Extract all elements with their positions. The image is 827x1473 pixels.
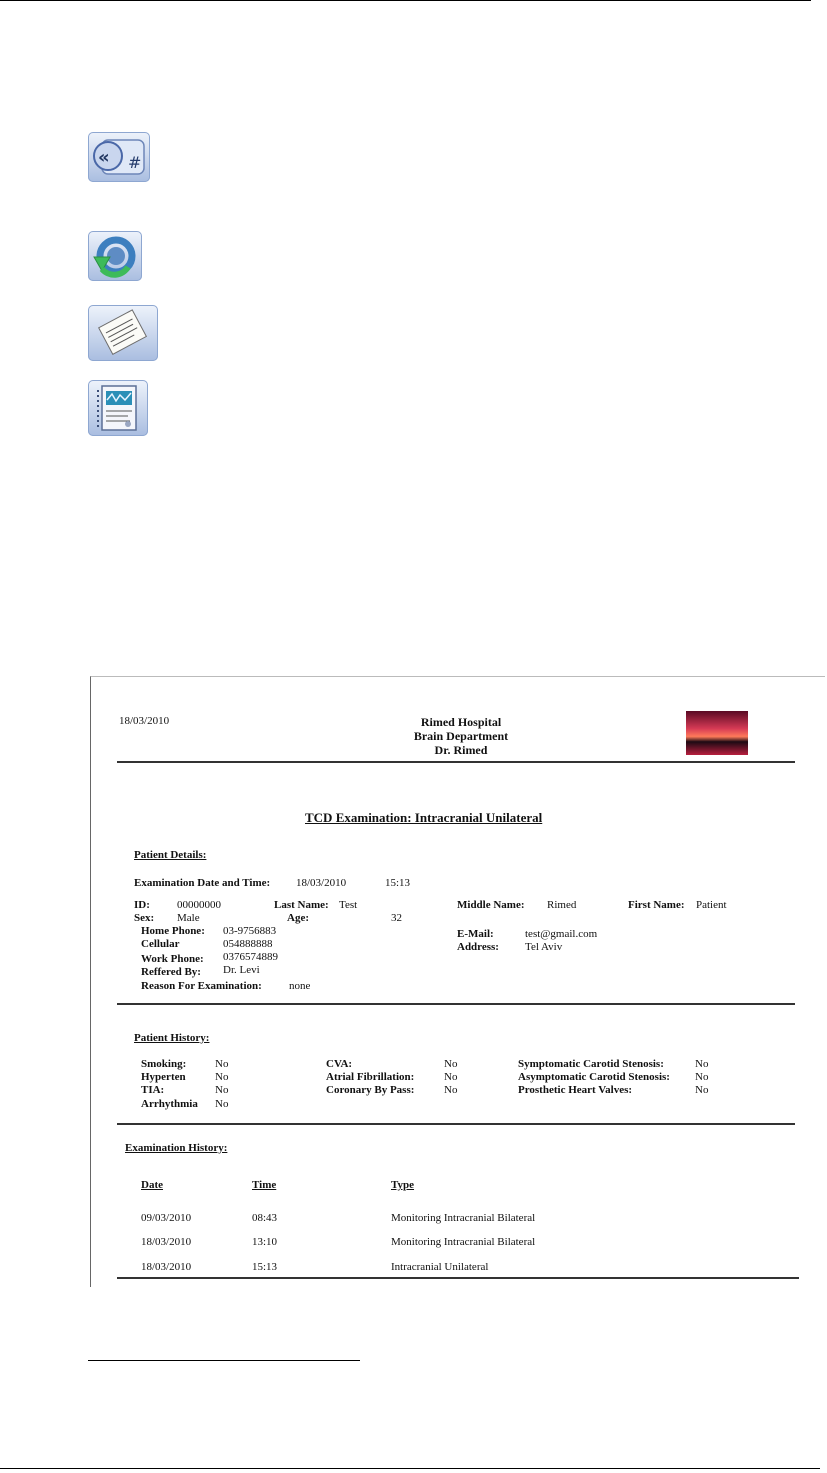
page-top-rule bbox=[0, 0, 811, 1]
reason-label: Reason For Examination: bbox=[141, 980, 262, 992]
work-phone-value: 0376574889 bbox=[223, 951, 278, 963]
exam-history-heading: Examination History: bbox=[125, 1142, 228, 1154]
column-header-type: Type bbox=[391, 1179, 415, 1191]
exam-row-type: Intracranial Unilateral bbox=[391, 1261, 489, 1273]
exam-time: 15:13 bbox=[385, 877, 411, 889]
svg-text:«: « bbox=[98, 147, 110, 168]
referred-value: Dr. Levi bbox=[223, 964, 260, 976]
column-header-date: Date bbox=[141, 1179, 163, 1191]
history-value: No bbox=[215, 1098, 229, 1110]
exam-datetime-label: Examination Date and Time: bbox=[134, 877, 271, 889]
history-label: Arrhythmia bbox=[141, 1098, 198, 1110]
footnote-separator bbox=[88, 1360, 360, 1361]
report-title: TCD Examination: Intracranial Unilateral bbox=[305, 810, 543, 825]
email-value: test@gmail.com bbox=[525, 928, 598, 940]
history-label: Hyperten bbox=[141, 1071, 186, 1083]
department-name: Brain Department bbox=[413, 729, 509, 743]
history-value: No bbox=[695, 1084, 709, 1096]
exam-row-time: 08:43 bbox=[252, 1212, 278, 1224]
refresh-icon[interactable] bbox=[88, 231, 142, 281]
history-value: No bbox=[215, 1058, 229, 1070]
exam-row-time: 13:10 bbox=[252, 1236, 278, 1248]
first-name-value: Patient bbox=[696, 899, 727, 911]
back-to-number-icon[interactable] bbox=[88, 132, 150, 182]
exam-date: 18/03/2010 bbox=[296, 877, 347, 889]
id-value: 00000000 bbox=[177, 899, 221, 911]
sex-label: Sex: bbox=[134, 912, 155, 924]
table-bottom-rule bbox=[117, 1277, 799, 1279]
history-value: No bbox=[695, 1058, 709, 1070]
email-label: E-Mail: bbox=[457, 928, 494, 940]
history-value: No bbox=[215, 1084, 229, 1096]
exam-row-time: 15:13 bbox=[252, 1261, 278, 1273]
sex-value: Male bbox=[177, 912, 200, 924]
patient-history-heading: Patient History: bbox=[134, 1032, 210, 1044]
report-preview bbox=[90, 676, 825, 1287]
exam-row-type: Monitoring Intracranial Bilateral bbox=[391, 1212, 536, 1224]
home-phone-value: 03-9756883 bbox=[223, 925, 277, 937]
address-label: Address: bbox=[457, 941, 499, 953]
age-value: 32 bbox=[391, 912, 402, 924]
hospital-logo bbox=[686, 711, 748, 755]
history-label: TIA: bbox=[141, 1084, 165, 1096]
history-label: Asymptomatic Carotid Stenosis: bbox=[518, 1071, 670, 1083]
history-label: Atrial Fibrillation: bbox=[326, 1071, 415, 1083]
history-value: No bbox=[444, 1071, 458, 1083]
history-value: No bbox=[444, 1084, 458, 1096]
history-value: No bbox=[695, 1071, 709, 1083]
exam-row-type: Monitoring Intracranial Bilateral bbox=[391, 1236, 536, 1248]
last-name-label: Last Name: bbox=[274, 899, 329, 911]
history-label: Symptomatic Carotid Stenosis: bbox=[518, 1058, 664, 1070]
last-name-value: Test bbox=[339, 899, 358, 911]
hospital-name: Rimed Hospital bbox=[420, 715, 502, 729]
age-label: Age: bbox=[287, 912, 309, 924]
history-label: Smoking: bbox=[141, 1058, 187, 1070]
details-rule bbox=[117, 1003, 795, 1005]
exam-row-date: 09/03/2010 bbox=[141, 1212, 192, 1224]
id-label: ID: bbox=[134, 899, 150, 911]
history-value: No bbox=[444, 1058, 458, 1070]
doctor-name: Dr. Rimed bbox=[434, 743, 488, 757]
address-value: Tel Aviv bbox=[525, 941, 563, 953]
history-rule bbox=[117, 1123, 795, 1125]
page-bottom-rule bbox=[0, 1468, 820, 1469]
first-name-label: First Name: bbox=[628, 899, 685, 911]
middle-name-label: Middle Name: bbox=[457, 899, 525, 911]
exam-row-date: 18/03/2010 bbox=[141, 1236, 192, 1248]
history-label: Coronary By Pass: bbox=[326, 1084, 415, 1096]
report-icon[interactable] bbox=[88, 380, 148, 436]
exam-row-date: 18/03/2010 bbox=[141, 1261, 192, 1273]
cellular-value: 054888888 bbox=[223, 938, 273, 950]
svg-text:#: # bbox=[128, 153, 142, 172]
reason-value: none bbox=[289, 980, 311, 992]
home-phone-label: Home Phone: bbox=[141, 925, 205, 937]
column-header-time: Time bbox=[252, 1179, 277, 1191]
history-label: Prosthetic Heart Valves: bbox=[518, 1084, 633, 1096]
middle-name-value: Rimed bbox=[547, 899, 577, 911]
cellular-label: Cellular bbox=[141, 938, 180, 950]
notes-icon[interactable] bbox=[88, 305, 158, 361]
patient-details-heading: Patient Details: bbox=[134, 849, 207, 861]
history-label: CVA: bbox=[326, 1058, 353, 1070]
header-rule bbox=[117, 761, 795, 763]
report-date: 18/03/2010 bbox=[119, 715, 170, 727]
referred-label: Reffered By: bbox=[141, 966, 201, 978]
work-phone-label: Work Phone: bbox=[141, 953, 204, 965]
history-value: No bbox=[215, 1071, 229, 1083]
